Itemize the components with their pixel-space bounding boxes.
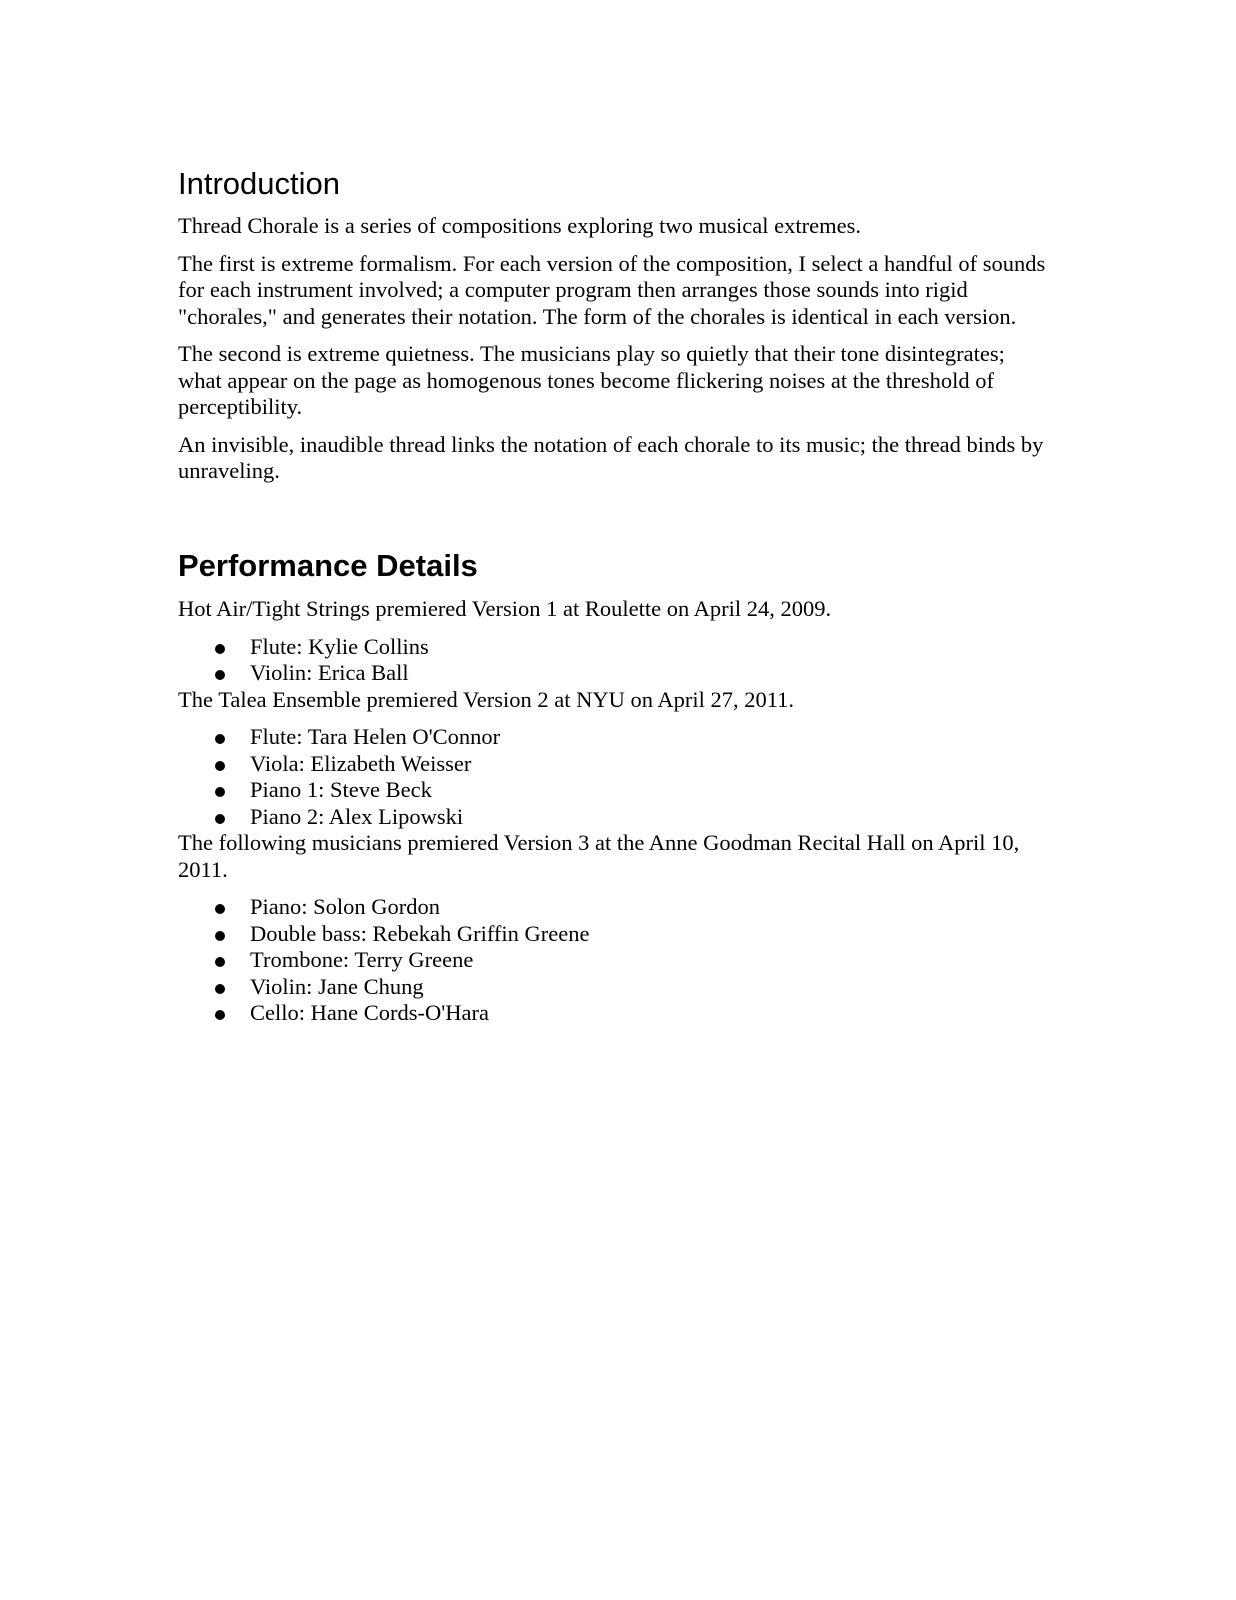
musician-list-item: Cello: Hane Cords-O'Hara xyxy=(178,1000,1048,1027)
musician-list-item: Flute: Tara Helen O'Connor xyxy=(178,724,1048,751)
intro-paragraph: Thread Chorale is a series of compositions exploring two musical extremes. xyxy=(178,213,861,238)
intro-paragraph: The first is extreme formalism. For each version of the composition, I select a handful of sounds for each instrument involved; a computer program then arranges those sounds into rigid "chorales," and generates their notation. The form of the chorales is identical in each version. xyxy=(178,250,1046,329)
bullet-icon xyxy=(215,734,225,744)
version-3-musician-list xyxy=(178,894,1048,1027)
version-2-lead: The Talea Ensemble premiered Version 2 at NYU on April 27, 2011. xyxy=(178,686,794,712)
performance-heading: Performance Details xyxy=(178,548,478,583)
bullet-icon xyxy=(215,984,225,994)
bullet-icon xyxy=(215,787,225,797)
bullet-icon xyxy=(215,670,225,680)
version-1-lead: Hot Air/Tight Strings premiered Version 1 at Roulette on April 24, 2009. xyxy=(178,596,832,621)
version-2-musician-list xyxy=(178,724,1048,830)
performance-body xyxy=(178,596,1048,1027)
introduction-heading: Introduction xyxy=(178,166,340,201)
bullet-icon xyxy=(215,1010,225,1020)
introduction-body xyxy=(178,213,1048,496)
version-1-musician-list xyxy=(178,634,1048,687)
intro-paragraph: The second is extreme quietness. The musicians play so quietly that their tone disintegrates; what appear on the page as homogenous tones become flickering noises at the threshold of perceptibility. xyxy=(178,341,1005,419)
intro-paragraph: An invisible, inaudible thread links the notation of each chorale to its music; the thread binds by unraveling. xyxy=(178,431,1044,483)
bullet-icon xyxy=(215,931,225,941)
version-3-lead: The following musicians premiered Version 3 at the Anne Goodman Recital Hall on April 10, 2011. xyxy=(178,830,1020,882)
musician-list-item: Piano 2: Alex Lipowski xyxy=(178,804,1048,831)
musician-list-item: Violin: Erica Ball xyxy=(178,660,1048,687)
musician-list-item: Flute: Kylie Collins xyxy=(178,634,1048,661)
musician-list-item: Piano 1: Steve Beck xyxy=(178,777,1048,804)
musician-list-item: Trombone: Terry Greene xyxy=(178,947,1048,974)
musician-list-item: Piano: Solon Gordon xyxy=(178,894,1048,921)
bullet-icon xyxy=(215,644,225,654)
bullet-icon xyxy=(215,904,225,914)
bullet-icon xyxy=(215,814,225,824)
musician-list-item: Double bass: Rebekah Griffin Greene xyxy=(178,921,1048,948)
bullet-icon xyxy=(215,761,225,771)
bullet-icon xyxy=(215,957,225,967)
musician-list-item: Violin: Jane Chung xyxy=(178,974,1048,1001)
musician-list-item: Viola: Elizabeth Weisser xyxy=(178,751,1048,778)
